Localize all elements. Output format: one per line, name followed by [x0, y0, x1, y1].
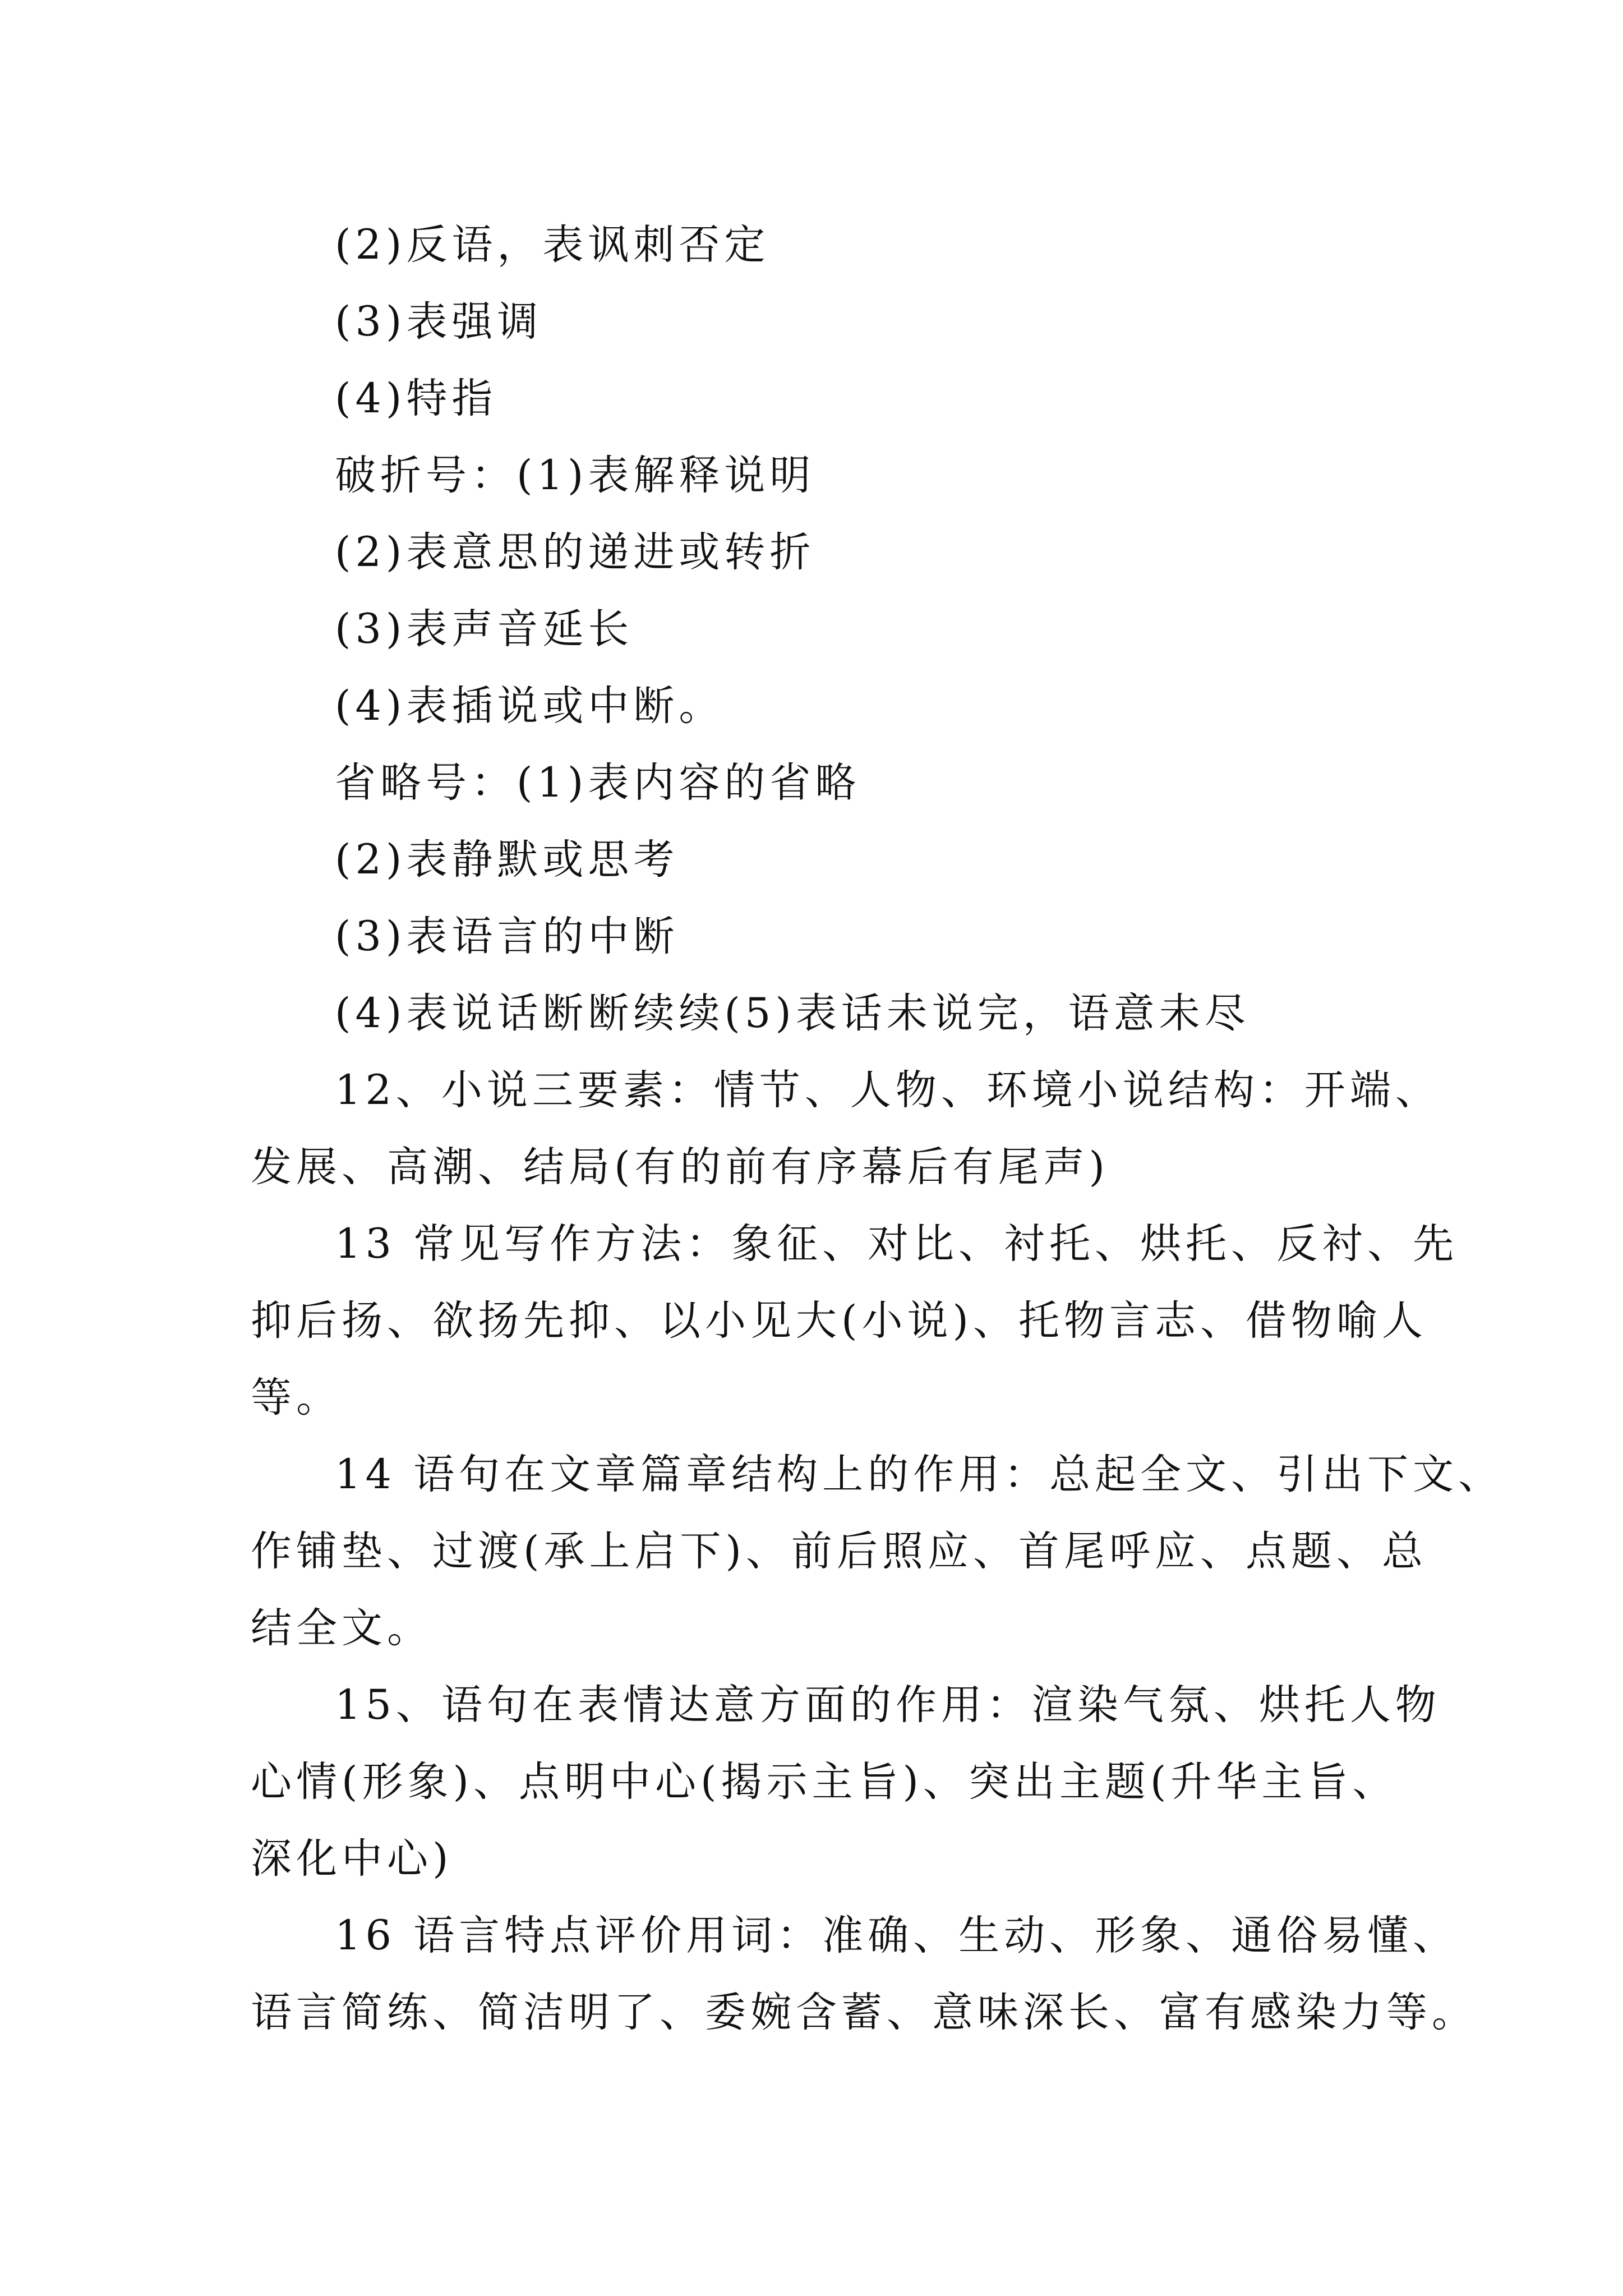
- paragraph-line: 发展、高潮、结局(有的前有序幕后有尾声): [251, 1143, 1109, 1191]
- paragraph-line: 抑后扬、欲扬先抑、以小见大(小说)、托物言志、借物喻人: [251, 1297, 1427, 1345]
- paragraph-line: 作铺垫、过渡(承上启下)、前后照应、首尾呼应、点题、总: [251, 1527, 1427, 1575]
- paragraph-16: [251, 1897, 1477, 2051]
- text-line: (2)表静默或思考: [335, 836, 679, 884]
- paragraph-line: 13 常见写作方法：象征、对比、衬托、烘托、反衬、先: [335, 1220, 1459, 1268]
- paragraph-line: 语言简练、简洁明了、委婉含蓄、意味深长、富有感染力等。: [251, 1989, 1477, 2036]
- paragraph-13: [251, 1205, 1459, 1436]
- text-line: (4)表插说或中断。: [335, 682, 725, 730]
- text-line: 省略号：(1)表内容的省略: [335, 759, 861, 807]
- text-line: (3)表语言的中断: [335, 913, 679, 960]
- paragraph-line: 12、小说三要素：情节、人物、环境小说结构：开端、: [335, 1066, 1441, 1114]
- paragraph-line: 14 语句在文章篇章结构上的作用：总起全文、引出下文、: [335, 1451, 1504, 1498]
- paragraph-line: 15、语句在表情达意方面的作用：渲染气氛、烘托人物: [335, 1681, 1441, 1729]
- paragraph-line: 等。: [251, 1374, 342, 1421]
- text-line: (3)表强调: [335, 298, 543, 346]
- paragraph-line: 深化中心): [251, 1835, 453, 1883]
- document-body: [251, 206, 1504, 2051]
- text-line: (4)特指: [335, 375, 497, 422]
- paragraph-15: [251, 1667, 1441, 1897]
- paragraph-line: 16 语言特点评价用词：准确、生动、形象、通俗易懂、: [335, 1912, 1459, 1959]
- text-line: (2)表意思的递进或转折: [335, 528, 815, 576]
- text-line: (2)反语，表讽刺否定: [335, 221, 770, 269]
- paragraph-line: 心情(形象)、点明中心(揭示主旨)、突出主题(升华主旨、: [251, 1758, 1398, 1806]
- text-line: (3)表声音延长: [335, 605, 634, 653]
- paragraph-12: [251, 1052, 1441, 1205]
- text-line: 破折号：(1)表解释说明: [335, 452, 815, 499]
- paragraph-line: 结全文。: [251, 1604, 432, 1652]
- paragraph-14: [251, 1436, 1504, 1667]
- text-line: (4)表说话断断续续(5)表话未说完，语意未尽: [335, 990, 1250, 1037]
